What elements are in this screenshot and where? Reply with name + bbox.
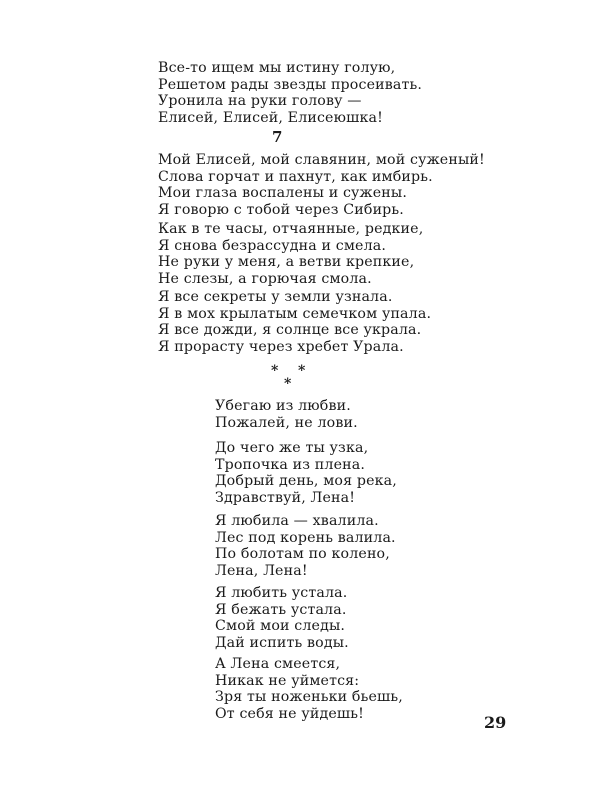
asterism-divider [266, 360, 316, 390]
verse-line: По болотам по колено, [215, 546, 390, 562]
verse-line: Как в те часы, отчаянные, редкие, [158, 221, 424, 237]
verse-line: Все-то ищем мы истину голую, [158, 60, 396, 76]
verse-line: Не слезы, а горючая смола. [158, 270, 372, 287]
asterisk: * [298, 363, 306, 379]
verse-line: Лес под корень валила. [215, 529, 396, 546]
poem2-stanza-3 [215, 513, 396, 579]
poem2-stanza-5 [215, 656, 403, 722]
poem1-stanza-1 [158, 60, 422, 126]
verse-line: Я прорасту через хребет Урала. [158, 338, 404, 355]
verse-line: Мой Елисей, мой славянин, мой суженый! [158, 152, 485, 168]
poem2-stanza-4 [215, 585, 349, 651]
verse-line: А Лена смеется, [215, 656, 341, 672]
verse-line: Лена, Лена! [215, 562, 308, 579]
poem1-stanza-3 [158, 221, 423, 287]
verse-line: Я снова безрассудна и смела. [158, 237, 387, 254]
verse-line: Убегаю из любви. [215, 398, 351, 414]
verse-line: Я бежать устала. [215, 601, 347, 618]
verse-line: Слова горчат и пахнут, как имбирь. [158, 168, 433, 185]
verse-line: Я любила — хвалила. [215, 513, 379, 529]
asterisk: * [271, 363, 279, 379]
verse-line: Тропочка из плена. [215, 456, 365, 473]
verse-line: Я все дожди, я солнце все украла. [158, 322, 422, 338]
poem2-stanza-1 [215, 398, 358, 431]
verse-line: Не руки у меня, а ветви крепкие, [158, 254, 415, 270]
verse-line: Решетом рады звезды просеивать. [158, 76, 422, 93]
verse-line: До чего же ты узка, [215, 440, 369, 456]
verse-line: Я говорю с тобой через Сибирь. [158, 201, 404, 218]
verse-line: Никак не уймется: [215, 672, 360, 689]
verse-line: Елисей, Елисей, Елисеюшка! [158, 109, 383, 126]
verse-line: Здравствуй, Лена! [215, 489, 356, 506]
verse-line: Смой мои следы. [215, 618, 346, 634]
verse-line: Мои глаза воспалены и сужены. [158, 185, 408, 201]
verse-line: От себя не уйдешь! [215, 705, 364, 722]
section-number: 7 [272, 128, 283, 146]
verse-line: Пожалей, не лови. [215, 414, 358, 431]
poem1-stanza-4 [158, 289, 431, 355]
poem1-stanza-2 [158, 152, 485, 218]
verse-line: Добрый день, моя река, [215, 473, 397, 489]
verse-line: Зря ты ноженьки бьешь, [215, 689, 403, 705]
asterisk: * [284, 376, 292, 392]
page-number: 29 [484, 713, 507, 732]
verse-line: Я все секреты у земли узнала. [158, 289, 393, 305]
verse-line: Уронила на руки голову — [158, 93, 362, 109]
verse-line: Дай испить воды. [215, 634, 349, 651]
verse-line: Я любить устала. [215, 585, 348, 601]
verse-line: Я в мох крылатым семечком упала. [158, 305, 432, 322]
poem2-stanza-2 [215, 440, 397, 506]
